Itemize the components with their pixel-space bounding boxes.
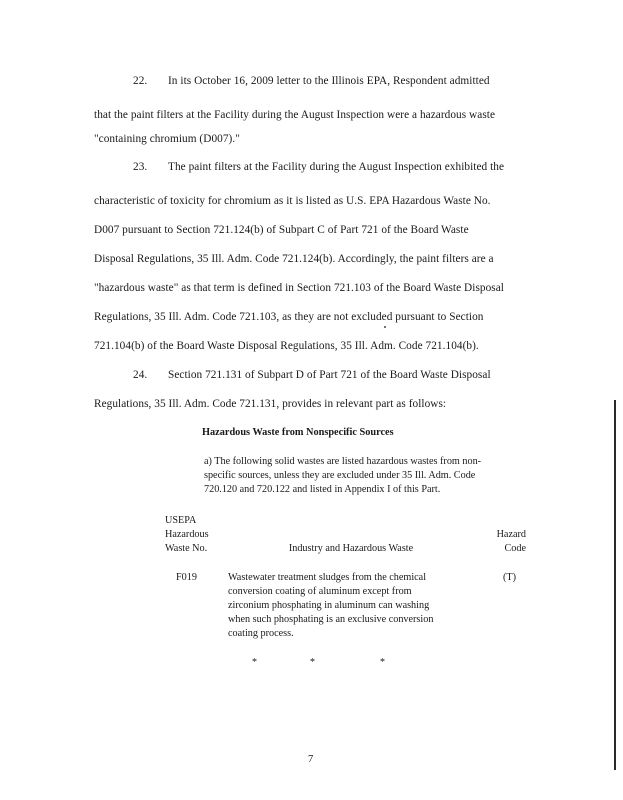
quote-intro-line-3: 720.120 and 720.122 and listed in Appendix I of this Part. [204,484,441,495]
paragraph-23-line-2: characteristic of toxicity for chromium as it is listed as U.S. EPA Hazardous Waste No. [94,195,491,207]
paragraph-23-line-7: 721.104(b) of the Board Waste Disposal Regulations, 35 Ill. Adm. Code 721.104(b). [94,340,479,352]
table-header-col1-line-1: USEPA [165,515,197,526]
paragraph-23-line-1: The paint filters at the Facility during the August Inspection exhibited the [168,161,505,173]
table-row-hazard-code: (T) [502,572,516,583]
paragraph-24-line-2: Regulations, 35 Ill. Adm. Code 721.131, provides in relevant part as follows: [94,398,447,410]
paragraph-23-line-4: Disposal Regulations, 35 Ill. Adm. Code 721.124(b). Accordingly, the paint filters are a [94,253,494,265]
table-row-desc-line-5: coating process. [228,628,294,639]
paragraph-23-line-3: D007 pursuant to Section 721.124(b) of Subpart C of Part 721 of the Board Waste [94,224,469,236]
quote-intro-line-1: a) The following solid wastes are listed hazardous wastes from non- [204,456,482,467]
table-header-col2: Industry and Hazardous Waste [288,543,414,554]
scan-edge-line [614,400,616,770]
table-header-col1-line-3: Waste No. [165,543,208,554]
table-row-desc-line-4: when such phosphating is an exclusive conversion [228,614,434,625]
paragraph-22-line-3: "containing chromium (D007)." [94,133,240,145]
ellipsis-asterisk-3: * [380,657,385,668]
paragraph-22-line-2: that the paint filters at the Facility during the August Inspection were a hazardous waste [94,109,496,121]
paragraph-23-line-6: Regulations, 35 Ill. Adm. Code 721.103, as they are not excluded pursuant to Section [94,311,484,323]
table-row-waste-no: F019 [176,572,197,583]
page-number: 7 [308,754,314,765]
table-header-col1-line-2: Hazardous [165,529,209,540]
scan-speck [384,326,386,328]
paragraph-24-line-1: Section 721.131 of Subpart D of Part 721 of the Board Waste Disposal [168,369,491,381]
table-row-desc-line-1: Wastewater treatment sludges from the chemical [228,572,427,583]
ellipsis-asterisk-1: * [252,657,257,668]
table-row-desc-line-3: zirconium phosphating in aluminum can washing [228,600,430,611]
paragraph-23-line-5: "hazardous waste" as that term is defined in Section 721.103 of the Board Waste Disposal [94,282,504,294]
paragraph-22-number: 22. [133,75,148,87]
quote-intro-line-2: specific sources, unless they are excluded under 35 Ill. Adm. Code [204,470,476,481]
table-header-col3-line-2: Code [504,543,526,554]
paragraph-22-line-1: In its October 16, 2009 letter to the Illinois EPA, Respondent admitted [168,75,490,87]
paragraph-23-number: 23. [133,161,148,173]
table-row-desc-line-2: conversion coating of aluminum except from [228,586,412,597]
quote-heading: Hazardous Waste from Nonspecific Sources [202,427,394,438]
paragraph-24-number: 24. [133,369,148,381]
ellipsis-asterisk-2: * [310,657,315,668]
table-header-col3-line-1: Hazard [496,529,526,540]
